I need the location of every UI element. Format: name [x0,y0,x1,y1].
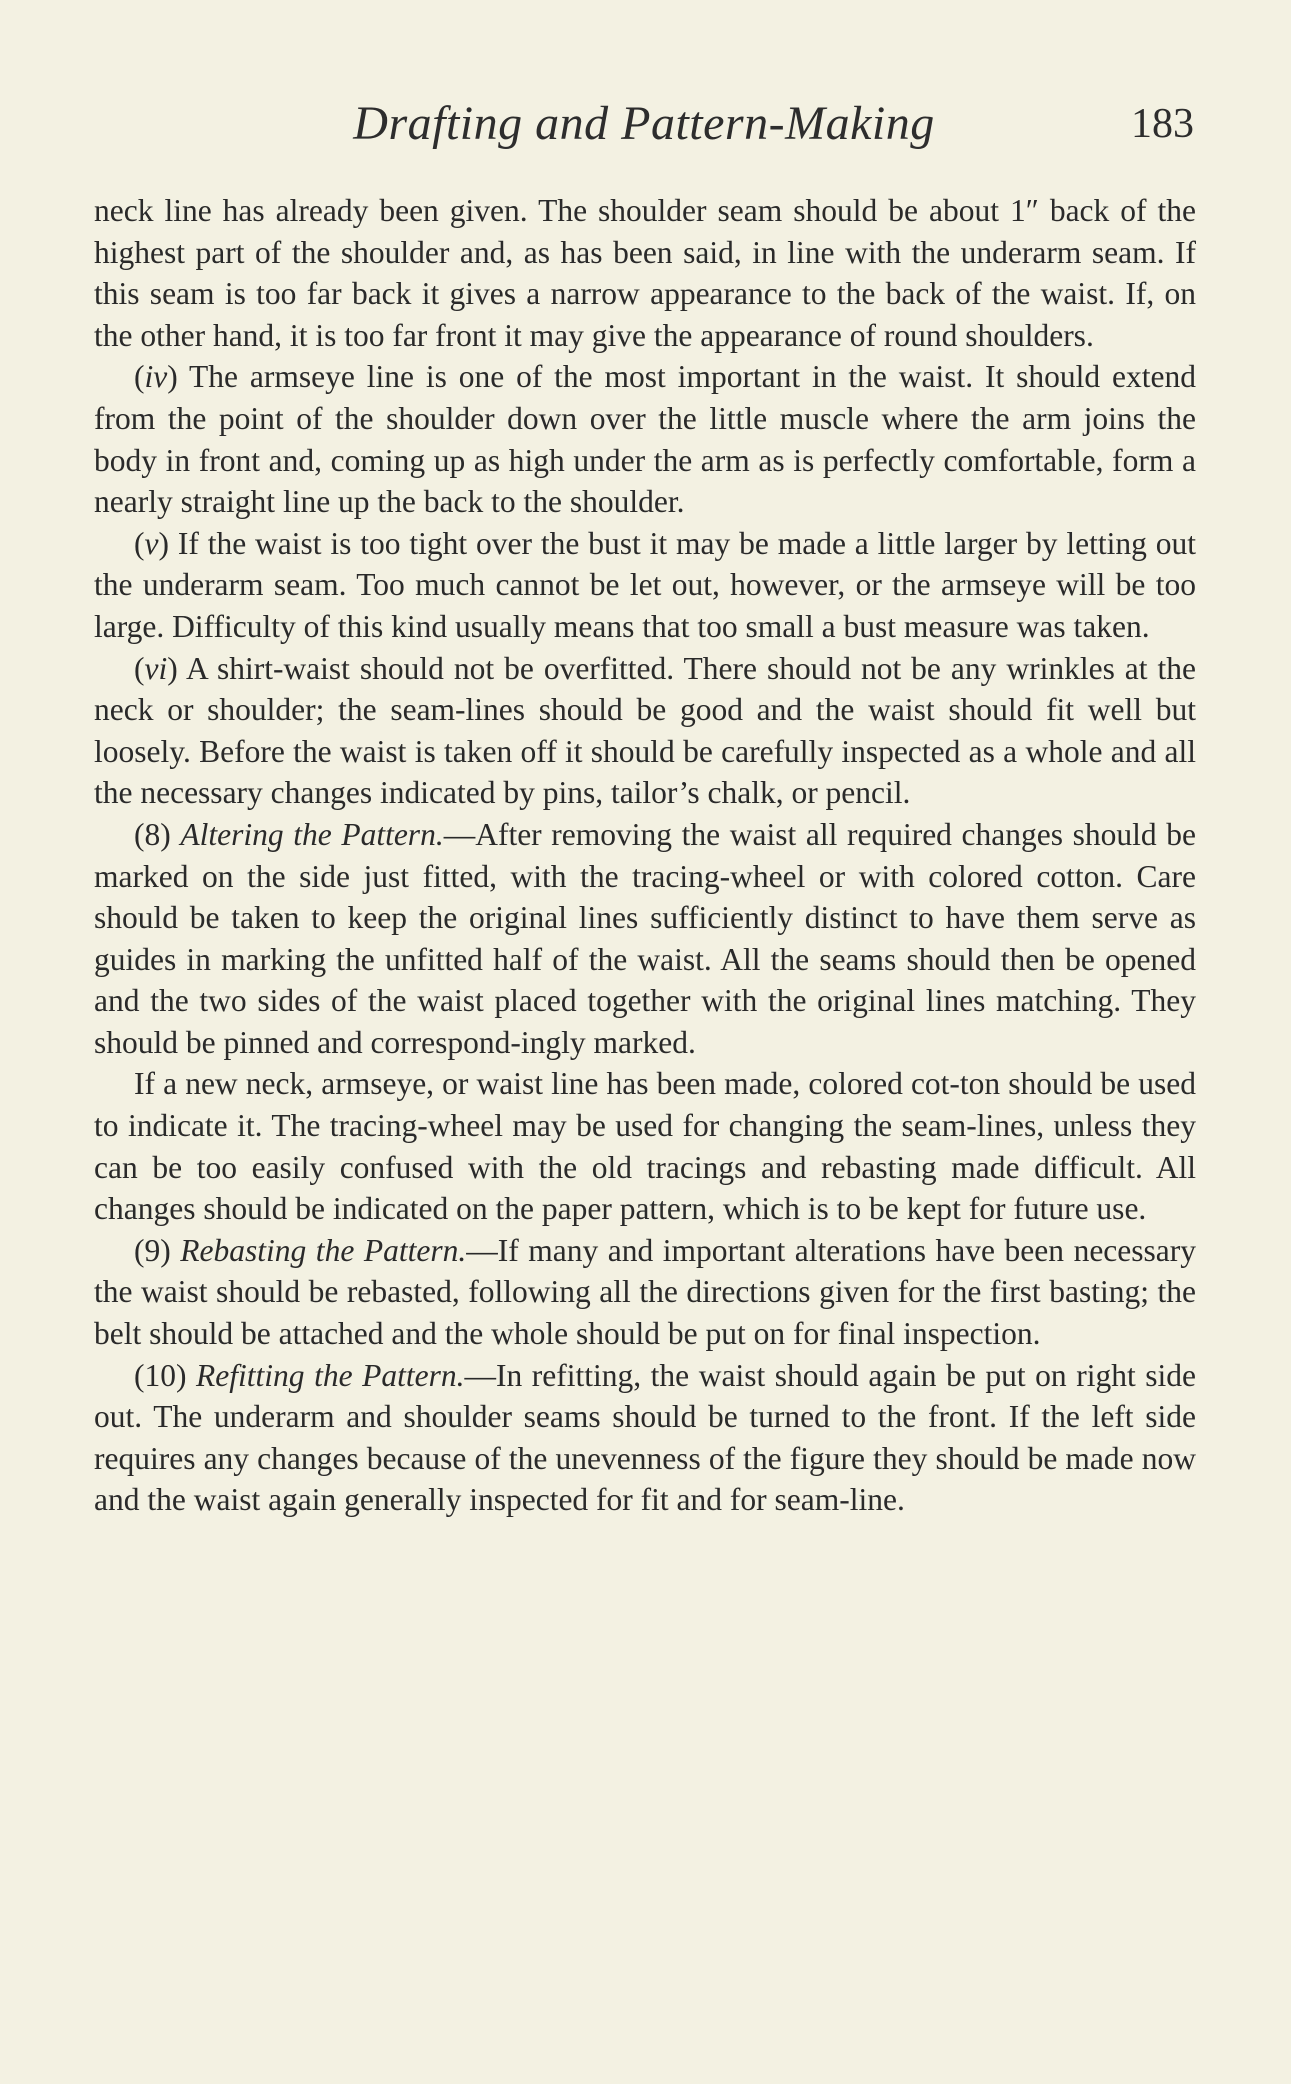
paragraph-continuation [94,190,1196,356]
paragraph-text: ) The armseye line is one of the most important in the waist. It should extend from the point of the shoulder down over the little muscle where the arm joins the body in front and, coming up as high under the arm as is perfectly comfortable, form a nearly straight line up the back to the shoulder. [94,359,1196,520]
paragraph-lead: ( [134,525,145,561]
paragraph-italic: Refitting the Pattern. [196,1357,465,1393]
paragraph-text: neck line has already been given. The shoulder seam should be about 1″ back of the highest part of the shoulder and, as has been said, in line with the underarm seam. If this seam is too far back it gives a narrow appearance to the back of the waist. If, on the other hand, it is too far front it may give the appearance of round shoulders. [94,193,1196,353]
paragraph-text: —After removing the waist all required changes should be marked on the side just fitted, with the tracing-wheel or with colored cotton. Care should be taken to keep the original lines sufficiently distinct to have them serve as guides in marking the unfitted half of the waist. All the seams should then be opened and the two sides of the waist placed together with the original lines matching. They should be pinned and correspond-ingly marked. [94,816,1196,1060]
paragraph-new-lines [94,1063,1196,1229]
paragraph-rebasting [94,1230,1196,1355]
running-title: Drafting and Pattern-Making [353,97,935,150]
paragraph-lead: (8) [134,816,181,852]
paragraph-lead: ( [134,359,145,395]
paragraph-italic: vi [144,650,168,686]
paragraph-italic: Rebasting the Pattern. [180,1232,467,1268]
paragraph-italic: v [144,525,159,561]
paragraph-bust [94,523,1196,648]
paragraph-text: ) If the waist is too tight over the bust it may be made a little larger by letting out the underarm seam. Too much cannot be let out, however, or the armseye will be too large. Difficulty of this kind usually means that too small a bust measure was taken. [94,525,1196,644]
page-number: 183 [1131,101,1194,147]
running-head [94,96,1194,156]
paragraph-lead: (9) [134,1232,181,1268]
paragraph-altering [94,814,1196,1064]
paragraph-overfitted [94,648,1196,814]
paragraph-lead: ( [134,650,145,686]
paragraph-text: —If many and important alterations have been necessary the waist should be rebasted, following all the directions given for the first basting; the belt should be attached and the whole should be put on for final inspection. [94,1232,1196,1352]
page-body [94,190,1196,1521]
paragraph-armseye [94,356,1196,522]
paragraph-italic: iv [144,359,168,395]
paragraph-text: If a new neck, armseye, or waist line has been made, colored cot-ton should be used to indicate it. The tracing-wheel may be used for changing the seam-lines, unless they can be too easily confused with the old tracings and rebasting made difficult. All changes should be indicated on the paper pattern, which is to be kept for future use. [94,1066,1196,1227]
paragraph-refitting [94,1355,1196,1521]
paragraph-text: ) A shirt-waist should not be overfitted. There should not be any wrinkles at the neck or shoulder; the seam-lines should be good and the waist should fit well but loosely. Before the waist is taken off it should be carefully inspected as a whole and all the necessary changes indicated by pins, tailor’s chalk, or pencil. [94,650,1196,811]
paragraph-italic: Altering the Pattern. [180,816,444,852]
paragraph-lead: (10) [134,1357,197,1393]
paragraph-text: —In refitting, the waist should again be put on right side out. The underarm and shoulder seams should be turned to the front. If the left side requires any changes because of the unevenness of the figure they should be made now and the waist again generally inspected for fit and for seam-line. [94,1357,1197,1518]
